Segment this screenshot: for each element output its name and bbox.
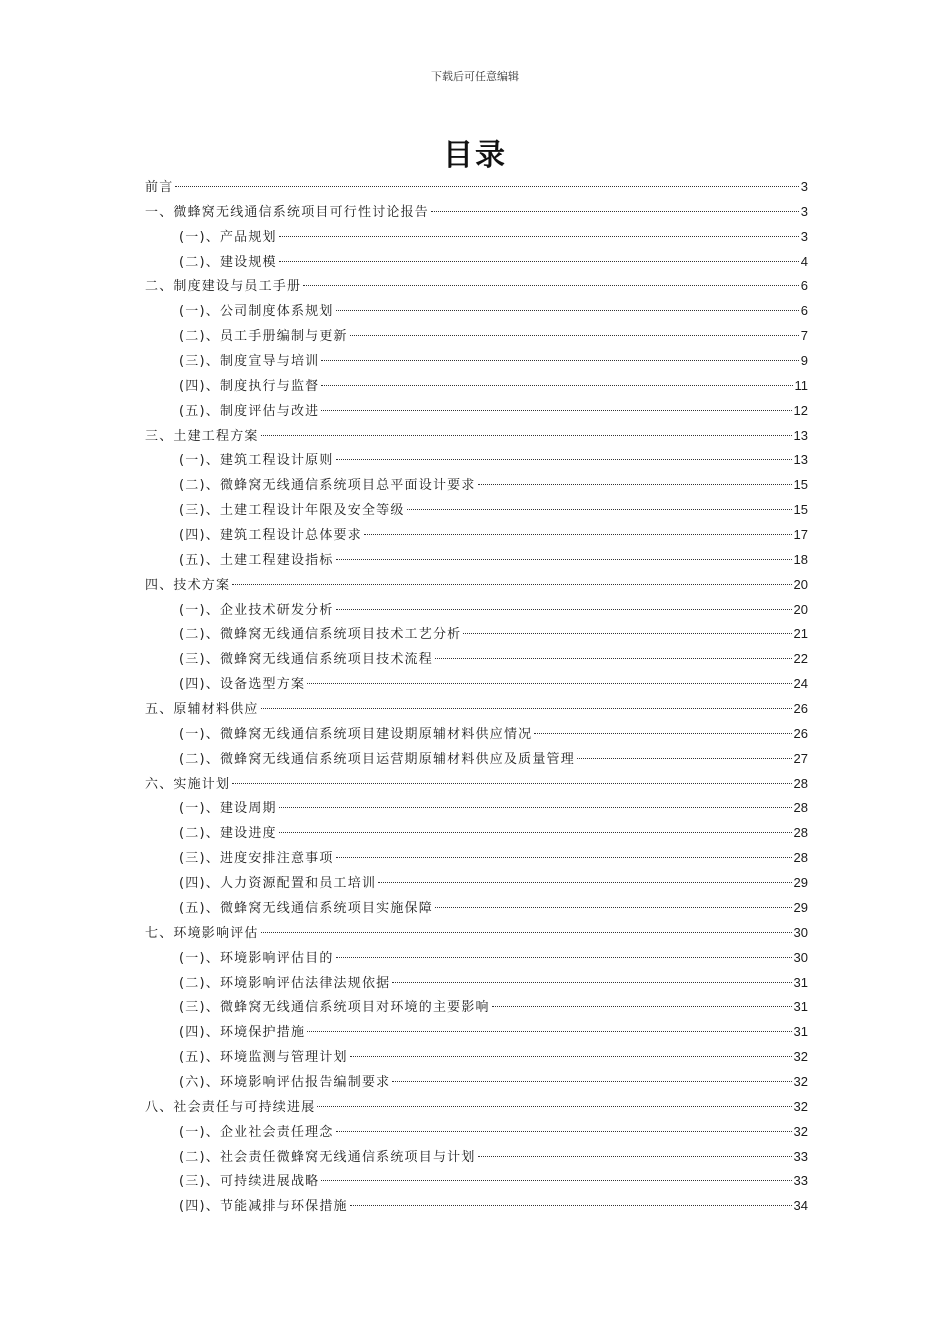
toc-page-number: 32 bbox=[793, 1123, 808, 1139]
toc-page-number: 6 bbox=[800, 303, 808, 319]
toc-leader-dots bbox=[321, 360, 798, 361]
toc-page-number: 32 bbox=[793, 1049, 808, 1065]
toc-leader-dots bbox=[350, 1056, 792, 1057]
table-of-contents bbox=[145, 175, 808, 1219]
toc-entry[interactable] bbox=[145, 200, 808, 225]
toc-entry[interactable] bbox=[145, 523, 808, 548]
toc-page-number: 28 bbox=[793, 825, 808, 841]
page-title: 目录 bbox=[443, 138, 507, 173]
toc-entry[interactable] bbox=[145, 871, 808, 896]
toc-page-number: 30 bbox=[793, 924, 808, 940]
toc-entry-text: (二)、环境影响评估法律法规依据 bbox=[179, 975, 391, 991]
toc-entry[interactable] bbox=[145, 946, 808, 971]
toc-page-number: 32 bbox=[793, 1073, 808, 1089]
toc-leader-dots bbox=[261, 708, 792, 709]
toc-leader-dots bbox=[336, 310, 799, 311]
toc-entry[interactable] bbox=[145, 274, 808, 299]
toc-page-number: 18 bbox=[793, 551, 808, 567]
toc-leader-dots bbox=[336, 1131, 792, 1132]
toc-entry[interactable] bbox=[145, 548, 808, 573]
toc-leader-dots bbox=[435, 658, 792, 659]
toc-entry[interactable] bbox=[145, 846, 808, 871]
toc-leader-dots bbox=[534, 733, 791, 734]
toc-page-number: 17 bbox=[793, 527, 808, 543]
toc-leader-dots bbox=[303, 285, 799, 286]
toc-entry-text: (一)、建设周期 bbox=[179, 801, 277, 817]
toc-entry-text: (三)、进度安排注意事项 bbox=[179, 851, 334, 867]
toc-entry[interactable] bbox=[145, 175, 808, 200]
toc-entry-text: (一)、产品规划 bbox=[179, 229, 277, 245]
toc-entry-text: 三、土建工程方案 bbox=[145, 428, 259, 444]
toc-entry[interactable] bbox=[145, 573, 808, 598]
toc-page-number: 3 bbox=[800, 228, 808, 244]
toc-page-number: 20 bbox=[793, 576, 808, 592]
toc-leader-dots bbox=[478, 1156, 792, 1157]
toc-entry[interactable] bbox=[145, 225, 808, 250]
toc-entry-text: (六)、环境影响评估报告编制要求 bbox=[179, 1074, 391, 1090]
toc-entry[interactable] bbox=[145, 747, 808, 772]
toc-page-number: 27 bbox=[793, 750, 808, 766]
toc-leader-dots bbox=[321, 385, 792, 386]
toc-leader-dots bbox=[336, 559, 792, 560]
toc-entry-text: 五、原辅材料供应 bbox=[145, 702, 259, 718]
toc-entry-text: (二)、微蜂窝无线通信系统项目运营期原辅材料供应及质量管理 bbox=[179, 751, 575, 767]
toc-entry-text: (四)、环境保护措施 bbox=[179, 1025, 306, 1041]
toc-entry-text: (一)、建筑工程设计原则 bbox=[179, 453, 334, 469]
toc-entry-text: (二)、社会责任微蜂窝无线通信系统项目与计划 bbox=[179, 1149, 476, 1165]
toc-entry[interactable] bbox=[145, 796, 808, 821]
toc-entry[interactable] bbox=[145, 1070, 808, 1095]
toc-leader-dots bbox=[307, 1031, 791, 1032]
toc-entry[interactable] bbox=[145, 1169, 808, 1194]
toc-entry-text: 八、社会责任与可持续进展 bbox=[145, 1099, 316, 1115]
toc-entry[interactable] bbox=[145, 672, 808, 697]
toc-leader-dots bbox=[350, 1205, 792, 1206]
toc-entry-text: (五)、微蜂窝无线通信系统项目实施保障 bbox=[179, 900, 433, 916]
toc-leader-dots bbox=[279, 832, 792, 833]
toc-entry-text: (四)、人力资源配置和员工培训 bbox=[179, 876, 377, 892]
toc-entry[interactable] bbox=[145, 722, 808, 747]
toc-entry[interactable] bbox=[145, 399, 808, 424]
toc-page-number: 3 bbox=[800, 203, 808, 219]
toc-entry-text: (四)、制度执行与监督 bbox=[179, 378, 320, 394]
toc-entry[interactable] bbox=[145, 697, 808, 722]
toc-leader-dots bbox=[261, 932, 792, 933]
toc-entry-text: (五)、制度评估与改进 bbox=[179, 403, 320, 419]
toc-entry[interactable] bbox=[145, 995, 808, 1020]
toc-page-number: 15 bbox=[793, 502, 808, 518]
toc-page-number: 31 bbox=[793, 1024, 808, 1040]
toc-page-number: 22 bbox=[793, 651, 808, 667]
toc-leader-dots bbox=[321, 410, 791, 411]
toc-leader-dots bbox=[261, 435, 792, 436]
toc-entry-text: (五)、环境监测与管理计划 bbox=[179, 1050, 348, 1066]
toc-leader-dots bbox=[492, 1006, 792, 1007]
toc-entry-text: 前言 bbox=[145, 180, 174, 195]
toc-entry-text: (四)、建筑工程设计总体要求 bbox=[179, 528, 362, 544]
toc-leader-dots bbox=[431, 211, 799, 212]
toc-page-number: 21 bbox=[793, 626, 808, 642]
toc-leader-dots bbox=[336, 957, 792, 958]
toc-entry[interactable] bbox=[145, 1020, 808, 1045]
toc-entry-text: (二)、建设进度 bbox=[179, 826, 277, 842]
toc-leader-dots bbox=[279, 261, 799, 262]
toc-page-number: 26 bbox=[793, 725, 808, 741]
toc-entry-text: (一)、微蜂窝无线通信系统项目建设期原辅材料供应情况 bbox=[179, 726, 533, 742]
toc-entry-text: (二)、微蜂窝无线通信系统项目总平面设计要求 bbox=[179, 478, 476, 494]
toc-entry[interactable] bbox=[145, 647, 808, 672]
toc-leader-dots bbox=[463, 633, 791, 634]
toc-entry-text: (一)、环境影响评估目的 bbox=[179, 950, 334, 966]
toc-leader-dots bbox=[350, 335, 799, 336]
toc-entry-text: 四、技术方案 bbox=[145, 577, 231, 593]
toc-page-number: 12 bbox=[793, 402, 808, 418]
toc-entry[interactable] bbox=[145, 598, 808, 623]
toc-page-number: 31 bbox=[793, 974, 808, 990]
toc-leader-dots bbox=[435, 907, 792, 908]
toc-page-number: 28 bbox=[793, 850, 808, 866]
toc-entry[interactable] bbox=[145, 1045, 808, 1070]
toc-entry[interactable] bbox=[145, 374, 808, 399]
toc-entry[interactable] bbox=[145, 821, 808, 846]
toc-entry-text: (三)、土建工程设计年限及安全等级 bbox=[179, 503, 405, 519]
toc-entry[interactable] bbox=[145, 250, 808, 275]
toc-leader-dots bbox=[321, 1180, 791, 1181]
toc-leader-dots bbox=[407, 509, 792, 510]
toc-page-number: 24 bbox=[793, 676, 808, 692]
toc-entry[interactable] bbox=[145, 1120, 808, 1145]
toc-entry-text: (二)、员工手册编制与更新 bbox=[179, 329, 348, 345]
toc-entry[interactable] bbox=[145, 349, 808, 374]
toc-entry-text: (三)、制度宣导与培训 bbox=[179, 354, 320, 370]
toc-page-number: 29 bbox=[793, 899, 808, 915]
toc-entry-text: (四)、设备选型方案 bbox=[179, 677, 306, 693]
toc-entry-text: 六、实施计划 bbox=[145, 776, 231, 792]
toc-entry[interactable] bbox=[145, 1194, 808, 1219]
toc-page-number: 13 bbox=[793, 452, 808, 468]
toc-page-number: 6 bbox=[800, 278, 808, 294]
toc-entry[interactable] bbox=[145, 1145, 808, 1170]
toc-leader-dots bbox=[378, 882, 791, 883]
toc-leader-dots bbox=[175, 186, 798, 187]
toc-page-number: 32 bbox=[793, 1098, 808, 1114]
toc-entry-text: (四)、节能减排与环保措施 bbox=[179, 1199, 348, 1215]
toc-entry[interactable] bbox=[145, 424, 808, 449]
toc-entry[interactable] bbox=[145, 896, 808, 921]
toc-entry-text: (三)、微蜂窝无线通信系统项目对环境的主要影响 bbox=[179, 1000, 490, 1016]
toc-page-number: 11 bbox=[794, 377, 808, 393]
toc-leader-dots bbox=[336, 459, 792, 460]
toc-entry[interactable] bbox=[145, 772, 808, 797]
toc-page-number: 20 bbox=[793, 601, 808, 617]
toc-page-number: 33 bbox=[793, 1173, 808, 1189]
toc-leader-dots bbox=[392, 1081, 791, 1082]
toc-entry-text: (一)、企业技术研发分析 bbox=[179, 602, 334, 618]
toc-leader-dots bbox=[392, 982, 791, 983]
toc-leader-dots bbox=[232, 783, 791, 784]
toc-page-number: 7 bbox=[800, 328, 808, 344]
toc-entry[interactable] bbox=[145, 1095, 808, 1120]
toc-leader-dots bbox=[317, 1106, 791, 1107]
toc-entry[interactable] bbox=[145, 498, 808, 523]
toc-page-number: 30 bbox=[793, 949, 808, 965]
toc-entry-text: (三)、可持续进展战略 bbox=[179, 1174, 320, 1190]
toc-page-number: 34 bbox=[793, 1198, 808, 1214]
toc-entry[interactable] bbox=[145, 921, 808, 946]
toc-page-number: 31 bbox=[793, 999, 808, 1015]
toc-entry-text: 二、制度建设与员工手册 bbox=[145, 279, 302, 295]
toc-entry[interactable] bbox=[145, 622, 808, 647]
toc-leader-dots bbox=[279, 807, 792, 808]
toc-leader-dots bbox=[232, 584, 791, 585]
toc-leader-dots bbox=[336, 857, 792, 858]
toc-page-number: 3 bbox=[800, 179, 808, 194]
toc-entry[interactable] bbox=[145, 971, 808, 996]
header-note: 下载后可任意编辑 bbox=[431, 70, 519, 83]
toc-page-number: 13 bbox=[793, 427, 808, 443]
toc-entry[interactable] bbox=[145, 448, 808, 473]
toc-page-number: 4 bbox=[800, 253, 808, 269]
toc-leader-dots bbox=[307, 683, 791, 684]
toc-page-number: 9 bbox=[800, 353, 808, 369]
toc-leader-dots bbox=[577, 758, 792, 759]
toc-entry-text: 一、微蜂窝无线通信系统项目可行性讨论报告 bbox=[145, 204, 430, 220]
toc-page-number: 28 bbox=[793, 775, 808, 791]
toc-leader-dots bbox=[279, 236, 799, 237]
toc-entry[interactable] bbox=[145, 473, 808, 498]
toc-entry-text: (三)、微蜂窝无线通信系统项目技术流程 bbox=[179, 652, 433, 668]
toc-entry-text: (一)、公司制度体系规划 bbox=[179, 304, 334, 320]
toc-leader-dots bbox=[336, 609, 792, 610]
toc-page-number: 33 bbox=[793, 1148, 808, 1164]
toc-page-number: 29 bbox=[793, 875, 808, 891]
toc-entry[interactable] bbox=[145, 324, 808, 349]
toc-entry-text: (一)、企业社会责任理念 bbox=[179, 1124, 334, 1140]
toc-page-number: 15 bbox=[793, 477, 808, 493]
toc-page-number: 26 bbox=[793, 701, 808, 717]
toc-page-number: 28 bbox=[793, 800, 808, 816]
toc-entry-text: (五)、土建工程建设指标 bbox=[179, 552, 334, 568]
toc-entry[interactable] bbox=[145, 299, 808, 324]
toc-leader-dots bbox=[478, 484, 792, 485]
toc-entry-text: (二)、建设规模 bbox=[179, 254, 277, 270]
toc-entry-text: 七、环境影响评估 bbox=[145, 925, 259, 941]
toc-entry-text: (二)、微蜂窝无线通信系统项目技术工艺分析 bbox=[179, 627, 462, 643]
toc-leader-dots bbox=[364, 534, 792, 535]
